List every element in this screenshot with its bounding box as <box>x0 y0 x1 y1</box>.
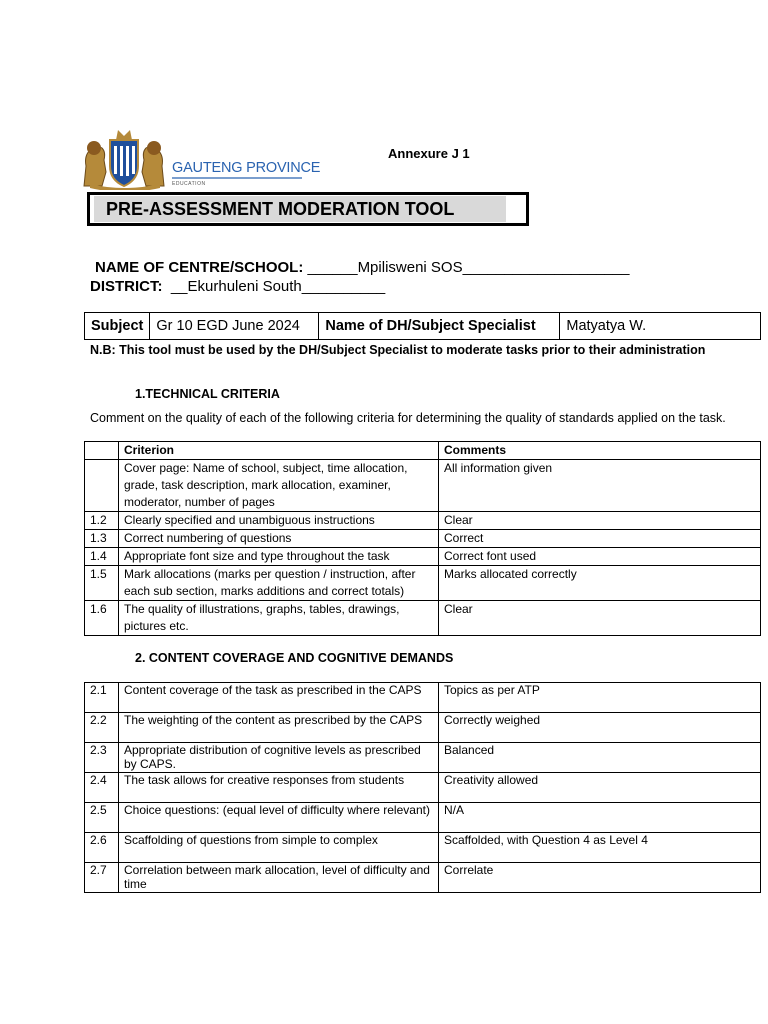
row-criterion: Appropriate font size and type throughout the task <box>119 548 439 566</box>
header-criterion: Criterion <box>119 442 439 460</box>
table-row <box>85 683 761 713</box>
section1-intro: Comment on the quality of each of the following criteria for determining the quality of standards applied on the task. <box>90 411 726 425</box>
row-num: 2.5 <box>85 803 119 833</box>
row-criterion: Content coverage of the task as prescribed in the CAPS <box>119 683 439 713</box>
row-num <box>85 460 119 512</box>
table-row <box>85 713 761 743</box>
row-num: 2.1 <box>85 683 119 713</box>
row-criterion: Cover page: Name of school, subject, time allocation, grade, task description, mark allocation, examiner, moderator, number of pages <box>119 460 439 512</box>
row-criterion: Choice questions: (equal level of difficulty where relevant) <box>119 803 439 833</box>
specialist-value: Matyatya W. <box>560 313 761 340</box>
row-comment: Clear <box>439 601 761 636</box>
section2-heading: 2. CONTENT COVERAGE AND COGNITIVE DEMANDS <box>135 651 454 665</box>
row-num: 1.5 <box>85 566 119 601</box>
row-comment: Marks allocated correctly <box>439 566 761 601</box>
row-num: 2.7 <box>85 863 119 893</box>
row-criterion: Appropriate distribution of cognitive levels as prescribed by CAPS. <box>119 743 439 773</box>
row-comment: Creativity allowed <box>439 773 761 803</box>
org-name: GAUTENG PROVINCE <box>172 160 321 176</box>
row-criterion: The weighting of the content as prescribed by the CAPS <box>119 713 439 743</box>
school-line <box>95 259 629 276</box>
row-comment: Correlate <box>439 863 761 893</box>
school-label: NAME OF CENTRE/SCHOOL: <box>95 259 304 276</box>
district-value: __Ekurhuleni South__________ <box>162 278 386 295</box>
table-row <box>85 530 761 548</box>
document-title: PRE-ASSESSMENT MODERATION TOOL <box>106 199 455 219</box>
row-criterion: Correlation between mark allocation, level of difficulty and time <box>119 863 439 893</box>
specialist-label: Name of DH/Subject Specialist <box>319 313 560 340</box>
row-comment: All information given <box>439 460 761 512</box>
nb-note <box>90 341 750 359</box>
row-comment: Topics as per ATP <box>439 683 761 713</box>
row-comment: Correct font used <box>439 548 761 566</box>
row-criterion: Mark allocations (marks per question / instruction, after each sub section, marks additions and correct totals) <box>119 566 439 601</box>
row-comment: Balanced <box>439 743 761 773</box>
row-num: 1.3 <box>85 530 119 548</box>
table-row <box>85 566 761 601</box>
table-row <box>85 803 761 833</box>
row-num: 1.6 <box>85 601 119 636</box>
row-num: 2.3 <box>85 743 119 773</box>
annexure-label: Annexure J 1 <box>388 146 470 161</box>
table-row <box>85 743 761 773</box>
nb-label: N.B: <box>90 343 116 357</box>
table-header-row <box>85 442 761 460</box>
content-coverage-table <box>84 682 761 893</box>
row-num: 1.2 <box>85 512 119 530</box>
section1-heading: 1.TECHNICAL CRITERIA <box>135 387 280 401</box>
row-comment: Correctly weighed <box>439 713 761 743</box>
row-comment: N/A <box>439 803 761 833</box>
table-row <box>85 460 761 512</box>
technical-criteria-table <box>84 441 761 636</box>
row-num: 2.6 <box>85 833 119 863</box>
table-row <box>85 548 761 566</box>
header-comments: Comments <box>439 442 761 460</box>
district-label: DISTRICT: <box>90 278 163 295</box>
row-criterion: The task allows for creative responses from students <box>119 773 439 803</box>
table-row <box>85 773 761 803</box>
row-comment: Clear <box>439 512 761 530</box>
row-criterion: The quality of illustrations, graphs, tables, drawings, pictures etc. <box>119 601 439 636</box>
row-num: 1.4 <box>85 548 119 566</box>
row-num: 2.2 <box>85 713 119 743</box>
row-criterion: Clearly specified and unambiguous instructions <box>119 512 439 530</box>
row-num: 2.4 <box>85 773 119 803</box>
subject-table <box>84 312 761 340</box>
district-line <box>90 278 385 295</box>
row-criterion: Scaffolding of questions from simple to complex <box>119 833 439 863</box>
row-criterion: Correct numbering of questions <box>119 530 439 548</box>
subject-label: Subject <box>85 313 150 340</box>
row-comment: Scaffolded, with Question 4 as Level 4 <box>439 833 761 863</box>
nb-text: This tool must be used by the DH/Subject Specialist to moderate tasks prior to their administration <box>115 343 706 357</box>
header-num <box>85 442 119 460</box>
table-row <box>85 512 761 530</box>
subject-value: Gr 10 EGD June 2024 <box>150 313 319 340</box>
table-row <box>85 601 761 636</box>
row-comment: Correct <box>439 530 761 548</box>
org-sub: EDUCATION <box>172 181 206 187</box>
table-row <box>85 863 761 893</box>
school-value: ______Mpilisweni SOS____________________ <box>303 259 630 276</box>
table-row <box>85 833 761 863</box>
